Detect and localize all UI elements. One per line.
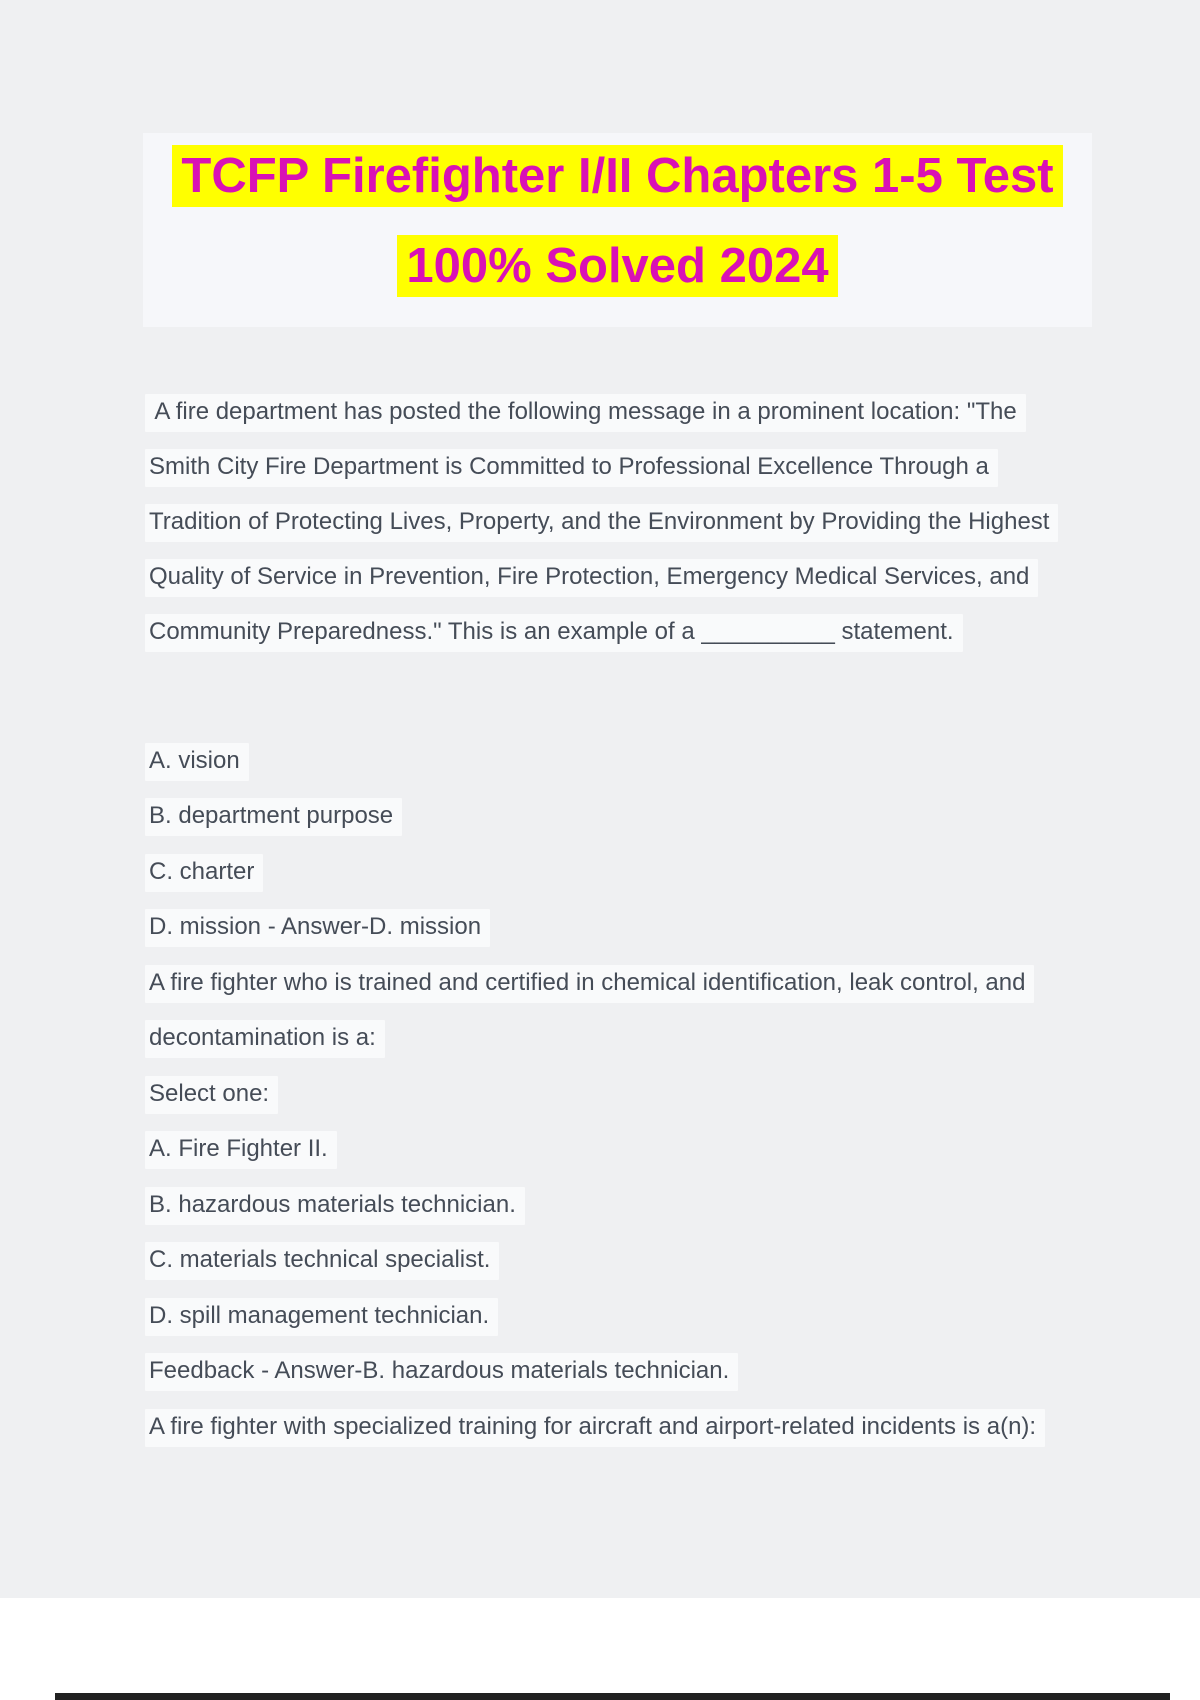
text-line: [145, 734, 1155, 790]
text-line-content: B. hazardous materials technician.: [145, 1187, 525, 1225]
question1-prompt-paragraph: [145, 385, 1155, 660]
text-line: [145, 1234, 1155, 1290]
text-line: [145, 901, 1155, 957]
text-line: [145, 1123, 1155, 1179]
text-line: [145, 956, 1155, 1012]
text-line-content: Tradition of Protecting Lives, Property, and the Environment by Providing the Highest: [145, 504, 1058, 542]
title-panel: [143, 133, 1092, 327]
text-line: [145, 790, 1155, 846]
text-line: [145, 605, 1155, 660]
document-title-line-1: [172, 145, 1062, 207]
text-line-content: decontamination is a:: [145, 1020, 385, 1058]
text-line-content: C. materials technical specialist.: [145, 1242, 499, 1280]
bottom-divider-bar: [55, 1693, 1170, 1700]
document-title-line-2: [397, 235, 837, 297]
text-line-content: A fire department has posted the following message in a prominent location: "The: [145, 394, 1026, 432]
text-line-content: Quality of Service in Prevention, Fire Protection, Emergency Medical Services, and: [145, 559, 1038, 597]
text-line-content: C. charter: [145, 854, 263, 892]
text-line: [145, 385, 1155, 440]
text-line: [145, 1289, 1155, 1345]
text-line: [145, 550, 1155, 605]
document-title-text-1: TCFP Firefighter I/II Chapters 1-5 Test: [172, 145, 1062, 207]
text-line-content: A fire fighter who is trained and certified in chemical identification, leak control, and: [145, 965, 1034, 1003]
text-line-content: Smith City Fire Department is Committed to Professional Excellence Through a: [145, 449, 998, 487]
text-line-content: A. vision: [145, 743, 249, 781]
questions-and-answers-block: [145, 734, 1155, 1456]
text-line-content: A fire fighter with specialized training for aircraft and airport-related incidents is a(n):: [145, 1409, 1045, 1447]
text-line-content: B. department purpose: [145, 798, 402, 836]
text-line: [145, 1178, 1155, 1234]
text-line: [145, 1012, 1155, 1068]
text-line: [145, 1067, 1155, 1123]
text-line: [145, 1400, 1155, 1456]
text-line: [145, 845, 1155, 901]
text-line: [145, 495, 1155, 550]
text-line: [145, 440, 1155, 495]
text-line-content: Select one:: [145, 1076, 278, 1114]
text-line-content: D. spill management technician.: [145, 1298, 498, 1336]
text-line: [145, 1345, 1155, 1401]
text-line-content: D. mission - Answer-D. mission: [145, 909, 490, 947]
document-title-text-2: 100% Solved 2024: [397, 235, 837, 297]
text-line-content: Community Preparedness." This is an example of a __________ statement.: [145, 614, 963, 652]
text-line-content: A. Fire Fighter II.: [145, 1131, 337, 1169]
text-line-content: Feedback - Answer-B. hazardous materials technician.: [145, 1353, 738, 1391]
